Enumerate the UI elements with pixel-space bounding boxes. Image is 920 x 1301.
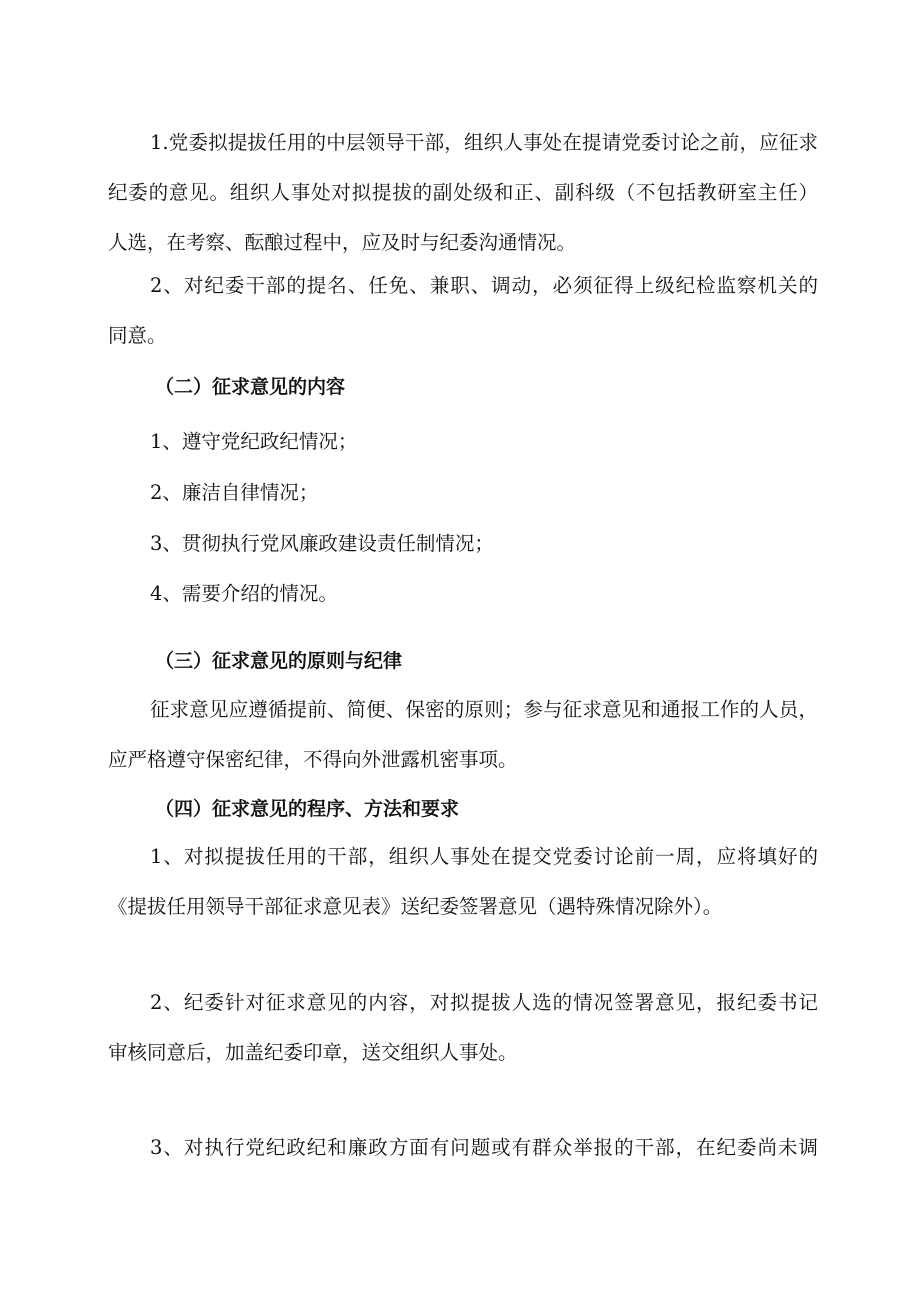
section-3-heading: （三）征求意见的原则与纪律 — [155, 650, 403, 672]
section-4-paragraph-2-line-1: 2、纪委针对征求意见的内容，对拟提拔人选的情况签署意见，报纪委书记 — [150, 991, 818, 1014]
section-2-item-3: 3、贯彻执行党风廉政建设责任制情况； — [150, 532, 494, 555]
section-4-paragraph-1-line-1: 1、对拟提拔任用的干部，组织人事处在提交党委讨论前一周，应将填好的 — [150, 845, 818, 868]
paragraph-1-line-1: 1.党委拟提拔任用的中层领导干部，组织人事处在提请党委讨论之前，应征求 — [150, 131, 818, 154]
paragraph-2-line-1: 2、对纪委干部的提名、任免、兼职、调动，必须征得上级纪检监察机关的 — [150, 274, 818, 297]
section-2-heading: （二）征求意见的内容 — [155, 376, 346, 398]
section-2-item-1: 1、遵守党纪政纪情况； — [150, 430, 358, 453]
section-2-item-4: 4、需要介绍的情况。 — [150, 582, 338, 605]
paragraph-1-line-2: 纪委的意见。组织人事处对拟提拔的副处级和正、副科级（不包括教研室主任） — [108, 181, 818, 204]
section-4-heading: （四）征求意见的程序、方法和要求 — [155, 798, 460, 820]
paragraph-2-line-2: 同意。 — [108, 324, 167, 347]
section-3-line-1: 征求意见应遵循提前、简便、保密的原则；参与征求意见和通报工作的人员， — [150, 698, 818, 721]
section-4-paragraph-1-line-2: 《提拔任用领导干部征求意见表》送纪委签署意见（遇特殊情况除外）。 — [108, 895, 723, 918]
section-3-line-2: 应严格遵守保密纪律，不得向外泄露机密事项。 — [108, 748, 518, 771]
section-2-item-2: 2、廉洁自律情况； — [150, 481, 319, 504]
section-4-paragraph-2-line-2: 审核同意后，加盖纪委印章，送交组织人事处。 — [108, 1041, 518, 1064]
paragraph-1-line-3: 人选，在考察、酝酿过程中，应及时与纪委沟通情况。 — [108, 231, 577, 254]
section-4-paragraph-3-line-1: 3、对执行党纪政纪和廉政方面有问题或有群众举报的干部，在纪委尚未调 — [150, 1136, 818, 1159]
